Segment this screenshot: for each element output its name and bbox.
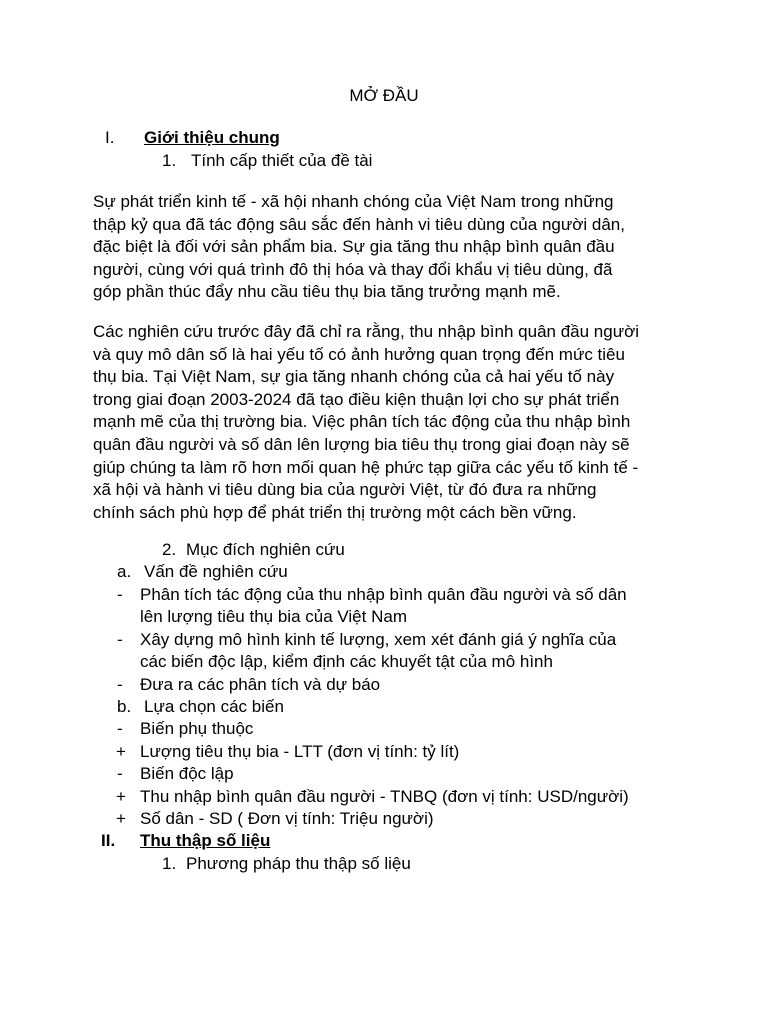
paragraph-line: góp phần thúc đẩy nhu cầu tiêu thụ bia tăng trưởng mạnh mẽ. bbox=[93, 282, 561, 302]
plus-2-text: Thu nhập bình quân đầu người - TNBQ (đơn vị tính: USD/người) bbox=[140, 787, 629, 806]
item-a-text: Vấn đề nghiên cứu bbox=[144, 562, 288, 581]
subsection-2-marker: 2. bbox=[162, 540, 177, 559]
paragraph-1 bbox=[93, 191, 693, 304]
paragraph-line: trong giai đoạn 2003-2024 đã tạo điều kiện thuận lợi cho sự phát triển bbox=[93, 389, 620, 409]
paragraph-line: Sự phát triển kinh tế - xã hội nhanh chóng của Việt Nam trong những bbox=[93, 192, 614, 211]
paragraph-2 bbox=[93, 321, 693, 524]
paragraph-line: người, cùng với quá trình đô thị hóa và thay đổi khẩu vị tiêu dùng, đã bbox=[93, 259, 613, 279]
subsection-3-title: Phương pháp thu thập số liệu bbox=[186, 854, 411, 873]
bullet-2-line-2: các biến độc lập, kiểm định các khuyết tật của mô hình bbox=[140, 652, 553, 671]
bullet-5-text: Biến độc lập bbox=[140, 764, 234, 783]
section-1-heading: Giới thiệu chung bbox=[144, 128, 280, 147]
paragraph-line: đặc biệt là đối với sản phẩm bia. Sự gia tăng thu nhập bình quân đầu bbox=[93, 237, 615, 257]
paragraph-line: quân đầu người và số dân lên lượng bia tiêu thụ trong giai đoạn này sẽ bbox=[93, 434, 630, 454]
bullet-1-line-1: Phân tích tác động của thu nhập bình quân đầu người và số dân bbox=[140, 585, 627, 604]
section-1-marker: I. bbox=[105, 128, 115, 147]
paragraph-line: Các nghiên cứu trước đây đã chỉ ra rằng, thu nhập bình quân đầu người bbox=[93, 322, 640, 341]
paragraph-line: thụ bia. Tại Việt Nam, sự gia tăng nhanh chóng của cả hai yếu tố này bbox=[93, 367, 615, 387]
bullet-marker: - bbox=[117, 585, 123, 604]
plus-1-text: Lượng tiêu thụ bia - LTT (đơn vị tính: tỷ lít) bbox=[140, 742, 460, 761]
section-2-heading: Thu thập số liệu bbox=[140, 831, 271, 850]
bullet-marker: - bbox=[117, 719, 123, 738]
bullet-marker: - bbox=[117, 764, 123, 783]
item-b-text: Lựa chọn các biến bbox=[144, 697, 284, 716]
subsection-1-title: Tính cấp thiết của đề tài bbox=[191, 151, 373, 170]
bullet-marker: - bbox=[117, 630, 123, 649]
paragraph-line: xã hội và hành vi tiêu dùng bia của người Việt, từ đó đưa ra những bbox=[93, 480, 597, 500]
paragraph-line: giúp chúng ta làm rõ hơn mối quan hệ phức tạp giữa các yếu tố kinh tế - bbox=[93, 457, 639, 477]
bullet-3-text: Đưa ra các phân tích và dự báo bbox=[140, 675, 381, 694]
plus-marker: + bbox=[116, 787, 126, 806]
paragraph-line: mạnh mẽ của thị trường bia. Việc phân tích tác động của thu nhập bình bbox=[93, 412, 631, 432]
item-b-marker: b. bbox=[117, 697, 132, 716]
plus-marker: + bbox=[116, 742, 126, 761]
bullet-2-line-1: Xây dựng mô hình kinh tế lượng, xem xét đánh giá ý nghĩa của bbox=[140, 630, 617, 649]
subsection-1-marker: 1. bbox=[162, 151, 177, 170]
paragraph-line: và quy mô dân số là hai yếu tố có ảnh hưởng quan trọng đến mức tiêu bbox=[93, 344, 625, 364]
paragraph-line: chính sách phù hợp để phát triển thị trường một cách bền vững. bbox=[93, 502, 577, 522]
item-a-marker: a. bbox=[117, 562, 132, 581]
paragraph-line: thập kỷ qua đã tác động sâu sắc đến hành vi tiêu dùng của người dân, bbox=[93, 214, 625, 234]
subsection-2-title: Mục đích nghiên cứu bbox=[186, 540, 345, 559]
plus-3-text: Số dân - SD ( Đơn vị tính: Triệu người) bbox=[140, 809, 434, 828]
bullet-marker: - bbox=[117, 675, 123, 694]
bullet-1-line-2: lên lượng tiêu thụ bia của Việt Nam bbox=[140, 607, 407, 626]
section-2-marker: II. bbox=[101, 831, 116, 850]
plus-marker: + bbox=[116, 809, 126, 828]
bullet-4-text: Biến phụ thuộc bbox=[140, 719, 254, 738]
document-title: MỞ ĐẦU bbox=[349, 86, 419, 105]
subsection-3-marker: 1. bbox=[162, 854, 177, 873]
